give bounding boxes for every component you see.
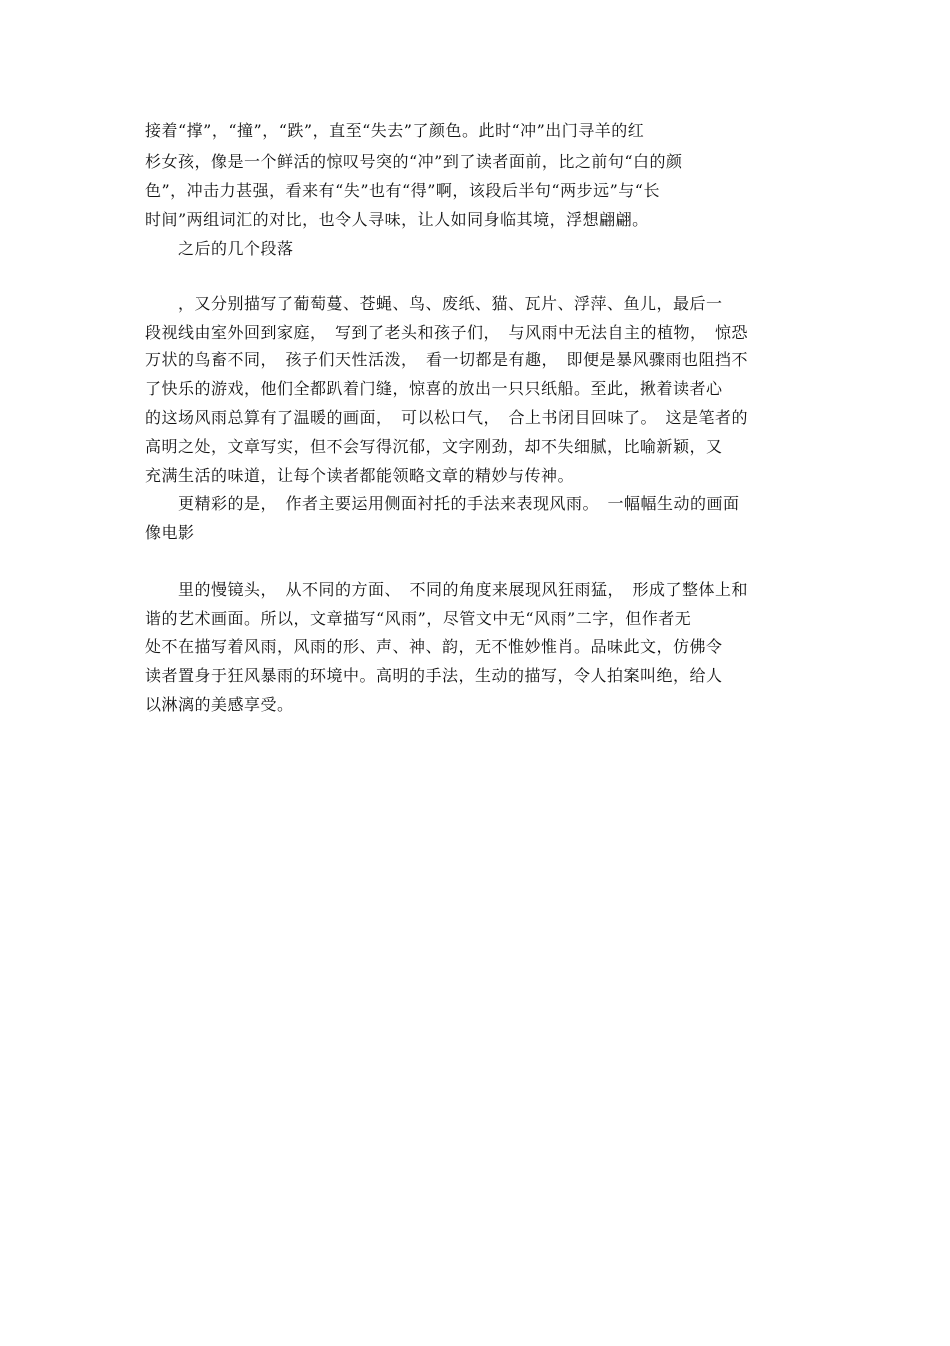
text-line: 接着“撑”，“撞”，“跌”，直至“失去”了颜色。此时“冲”出门寻羊的红	[145, 121, 645, 140]
text-line: 读者置身于狂风暴雨的环境中。高明的手法，生动的描写，令人拍案叫绝，给人	[145, 666, 723, 685]
text-line: 像电影	[145, 523, 195, 542]
text-line: 杉女孩，像是一个鲜活的惊叹号突的“冲”到了读者面前，比之前句“白的颜	[145, 152, 683, 171]
text-line: 时间”两组词汇的对比，也令人寻味，让人如同身临其境，浮想翩翩。	[145, 210, 649, 229]
text-line: 处不在描写着风雨，风雨的形、声、神、韵，无不惟妙惟肖。品味此文，仿佛令	[145, 637, 723, 656]
text-line: 里的慢镜头， 从不同的方面、 不同的角度来展现风狂雨猛， 形成了整体上和	[145, 580, 749, 599]
text-line: 高明之处，文章写实，但不会写得沉郁，文字刚劲，却不失细腻，比喻新颖，又	[145, 437, 723, 456]
text-line: ，又分别描写了葡萄蔓、苍蝇、鸟、废纸、猫、瓦片、浮萍、鱼儿，最后一	[145, 294, 723, 313]
text-line: 充满生活的味道，让每个读者都能领略文章的精妙与传神。	[145, 466, 575, 485]
text-line: 谐的艺术画面。所以，文章描写“风雨”，尽管文中无“风雨”二字，但作者无	[145, 609, 692, 628]
text-line: 段视线由室外回到家庭， 写到了老头和孩子们， 与风雨中无法自主的植物， 惊恐	[145, 323, 749, 342]
text-line: 的这场风雨总算有了温暖的画面， 可以松口气， 合上书闭目回味了。 这是笔者的	[145, 408, 749, 427]
text-line: 之后的几个段落	[145, 239, 294, 258]
text-line: 万状的鸟畜不同， 孩子们天性活泼， 看一切都是有趣， 即便是暴风骤雨也阻挡不	[145, 350, 749, 369]
text-line: 色”，冲击力甚强，看来有“失”也有“得”啊，该段后半句“两步远”与“长	[145, 181, 660, 200]
text-line: 更精彩的是， 作者主要运用侧面衬托的手法来表现风雨。 一幅幅生动的画面	[145, 494, 740, 513]
text-line: 了快乐的游戏，他们全都趴着门缝，惊喜的放出一只只纸船。至此，揪着读者心	[145, 379, 723, 398]
text-line: 以淋漓的美感享受。	[145, 695, 294, 714]
